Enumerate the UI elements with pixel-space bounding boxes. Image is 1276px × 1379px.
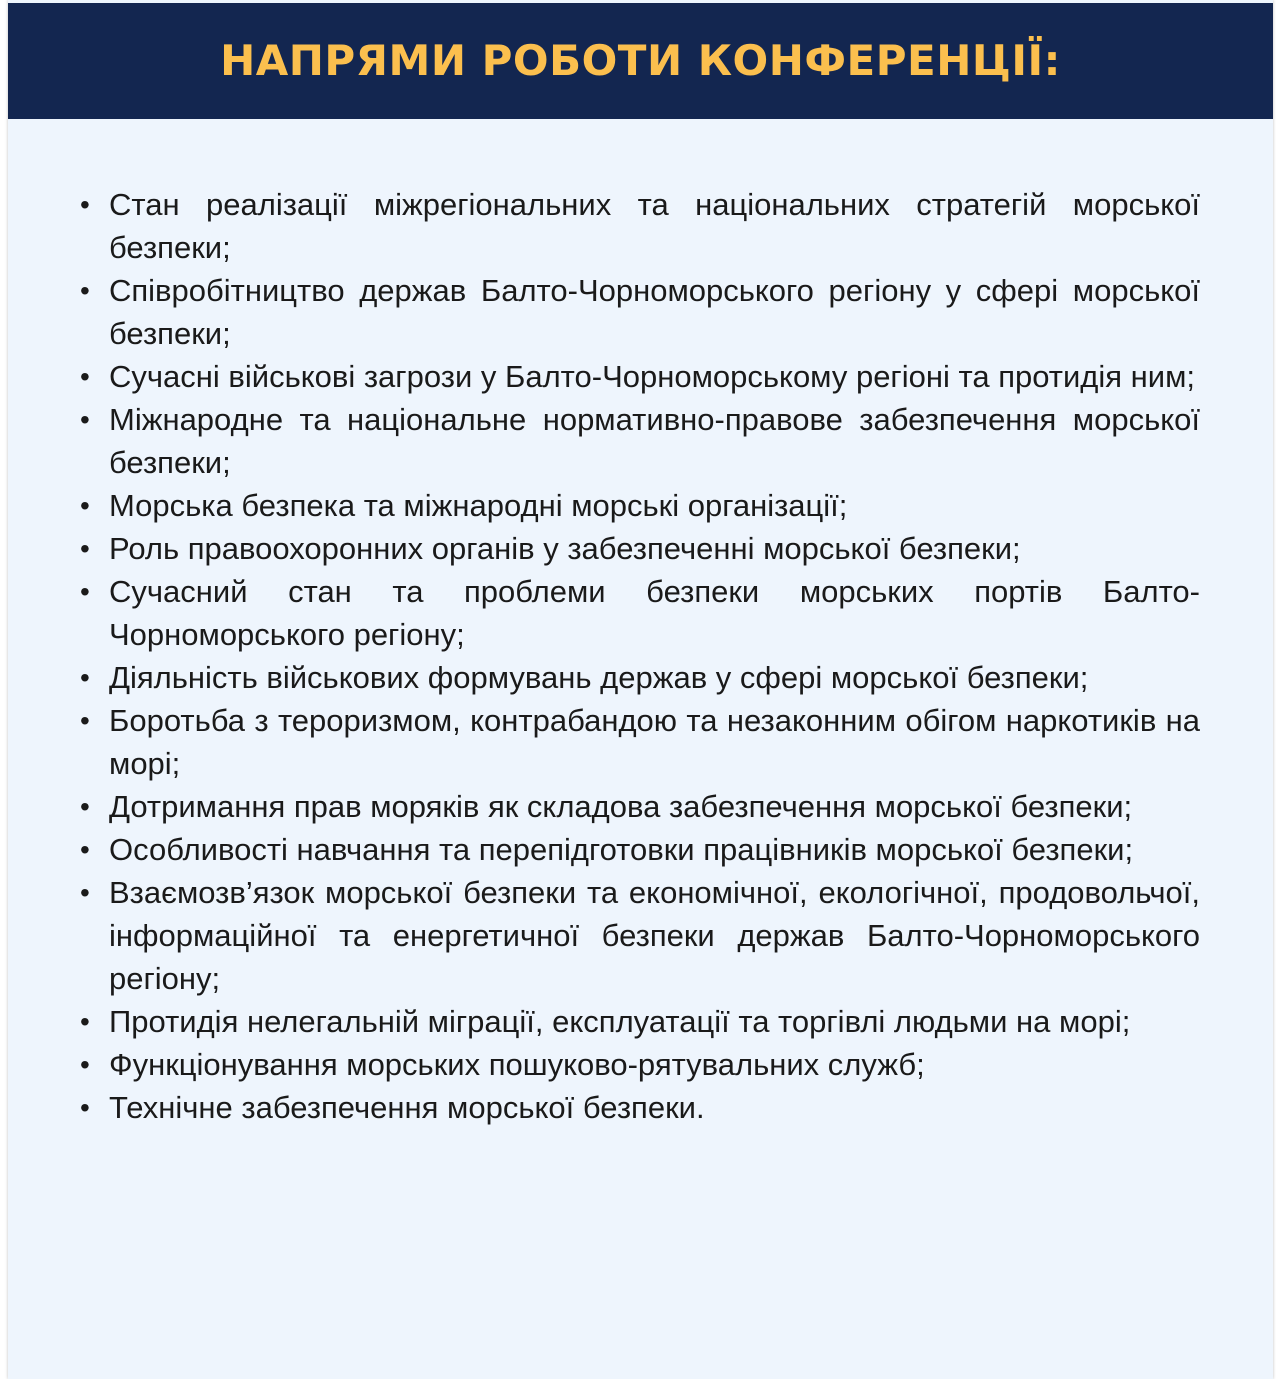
header-banner — [8, 3, 1273, 119]
bullet-icon: • — [80, 576, 90, 607]
topic-text: Міжнародне та національне нормативно-правове забезпечення морської безпеки; — [109, 402, 1200, 480]
topic-text: Особливості навчання та перепідготовки працівників морської безпеки; — [109, 832, 1134, 867]
list-item — [80, 1000, 1200, 1043]
list-item — [80, 183, 1200, 269]
topic-text: Протидія нелегальній міграції, експлуатації та торгівлі людьми на морі; — [109, 1004, 1131, 1039]
topic-text: Діяльність військових формувань держав у сфері морської безпеки; — [109, 660, 1089, 695]
topic-text: Співробітництво держав Балто-Чорноморського регіону у сфері морської безпеки; — [109, 273, 1200, 351]
list-item — [80, 527, 1200, 570]
topic-text: Сучасні військові загрози у Балто-Чорноморському регіоні та протидія ним; — [109, 359, 1196, 394]
list-item — [80, 656, 1200, 699]
list-item — [80, 871, 1200, 1000]
list-item — [80, 269, 1200, 355]
bullet-icon: • — [80, 490, 90, 521]
list-item — [80, 398, 1200, 484]
list-item — [80, 699, 1200, 785]
list-item — [80, 355, 1200, 398]
topic-text: Технічне забезпечення морської безпеки. — [109, 1090, 705, 1125]
topic-text: Дотримання прав моряків як складова забезпечення морської безпеки; — [109, 789, 1133, 824]
bullet-icon: • — [80, 404, 90, 435]
topic-text: Взаємозв’язок морської безпеки та економічної, екологічної, продовольчої, інформаційної та енергетичної безпеки держав Балто-Чорноморського регіону; — [109, 875, 1200, 996]
topic-text: Морська безпека та міжнародні морські організації; — [109, 488, 848, 523]
topic-text: Сучасний стан та проблеми безпеки морських портів Балто-Чорноморського регіону; — [109, 574, 1200, 652]
topic-text: Роль правоохоронних органів у забезпеченні морської безпеки; — [109, 531, 1021, 566]
bullet-icon: • — [80, 189, 90, 220]
page-title: НАПРЯМИ РОБОТИ КОНФЕРЕНЦІЇ: — [220, 35, 1061, 85]
list-item — [80, 484, 1200, 527]
list-item — [80, 828, 1200, 871]
bullet-icon: • — [80, 361, 90, 392]
bullet-icon: • — [80, 705, 90, 736]
bullet-icon: • — [80, 791, 90, 822]
topic-text: Боротьба з тероризмом, контрабандою та незаконним обігом наркотиків на морі; — [109, 703, 1200, 781]
topics-list — [80, 183, 1200, 1129]
topic-text: Стан реалізації міжрегіональних та національних стратегій морської безпеки; — [109, 187, 1200, 265]
bullet-icon: • — [80, 662, 90, 693]
bullet-icon: • — [80, 1006, 90, 1037]
bullet-icon: • — [80, 1049, 90, 1080]
list-item — [80, 1086, 1200, 1129]
bullet-icon: • — [80, 275, 90, 306]
list-item — [80, 570, 1200, 656]
document-page — [8, 0, 1273, 1379]
bullet-icon: • — [80, 834, 90, 865]
topic-text: Функціонування морських пошуково-рятувальних служб; — [109, 1047, 925, 1082]
list-item — [80, 785, 1200, 828]
bullet-icon: • — [80, 1092, 90, 1123]
bullet-icon: • — [80, 877, 90, 908]
bullet-icon: • — [80, 533, 90, 564]
list-item — [80, 1043, 1200, 1086]
